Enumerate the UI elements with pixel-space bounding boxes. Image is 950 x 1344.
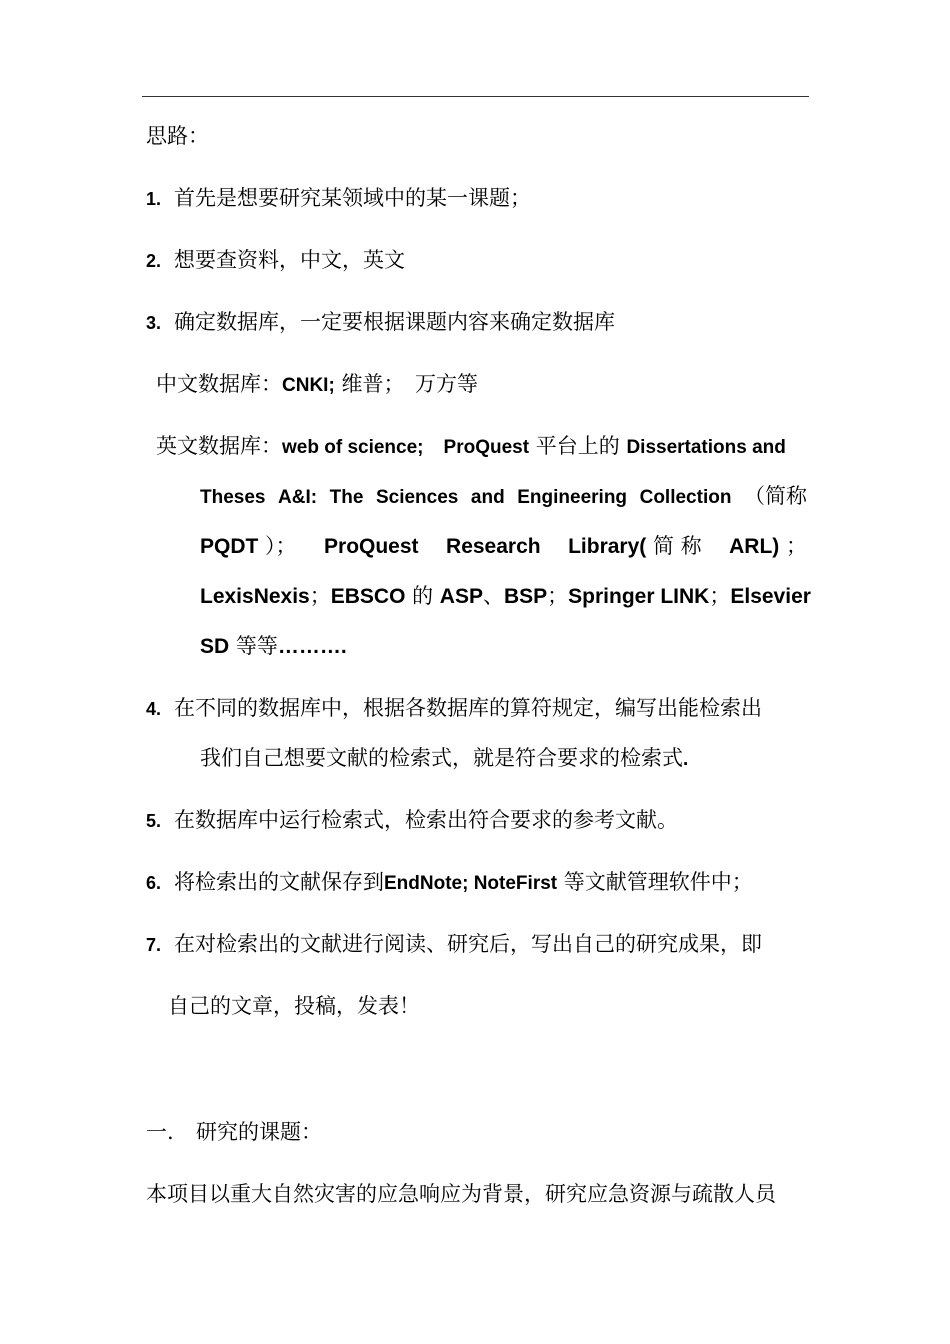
step-4-continued xyxy=(200,744,688,774)
section-number: 一. xyxy=(146,1120,174,1144)
step-text: 自己的文章，投稿，发表！ xyxy=(168,994,420,1018)
elsevier-text: Elsevier xyxy=(730,585,811,608)
period: . xyxy=(683,749,689,770)
proquest-text: ProQuest xyxy=(443,437,530,458)
proquest-text: ProQuest xyxy=(324,535,419,558)
step-number: 4. xyxy=(146,699,162,719)
word: （简称 xyxy=(743,484,807,508)
platform-text: 平台上的 xyxy=(535,434,620,458)
step-number: 7. xyxy=(146,935,162,955)
etc-text: 等等 xyxy=(229,634,278,658)
punct: ； xyxy=(547,584,569,608)
paragraph-1: 本项目以重大自然灾害的应急响应为背景，研究应急资源与疏散人员 xyxy=(146,1182,776,1206)
english-database-line-4 xyxy=(200,582,811,611)
step-number: 3. xyxy=(146,313,162,333)
section-title: 研究的课题： xyxy=(196,1120,322,1144)
step-text: 在数据库中运行检索式，检索出符合要求的参考文献。 xyxy=(174,808,678,832)
asp-text: ASP xyxy=(439,585,483,608)
english-database-line-5 xyxy=(200,632,347,661)
step-4 xyxy=(146,694,762,723)
step-number: 1. xyxy=(146,189,162,209)
word: Collection xyxy=(639,487,732,508)
step-number: 5. xyxy=(146,811,162,831)
step-text: 我们自己想要文献的检索式，就是符合要求的检索式 xyxy=(200,746,683,770)
punct: ； xyxy=(309,584,331,608)
word: The xyxy=(329,487,364,508)
step-number: 6. xyxy=(146,873,162,893)
word: Sciences xyxy=(375,487,459,508)
en-db-label: 英文数据库： xyxy=(156,434,282,458)
section-1-heading xyxy=(146,1118,322,1146)
wos-text: web of science; xyxy=(282,437,424,458)
step-text: 将检索出的文献保存到 xyxy=(174,870,384,894)
step-7 xyxy=(146,930,762,959)
step-1 xyxy=(146,184,531,213)
step-7-continued xyxy=(168,992,420,1020)
ellipsis-text: ………. xyxy=(277,635,347,658)
step-3 xyxy=(146,308,615,337)
research-text: Research xyxy=(446,535,541,558)
step-number: 2. xyxy=(146,251,162,271)
chinese-database-line xyxy=(156,370,478,400)
word: Engineering xyxy=(517,487,628,508)
idea-heading: 思路： xyxy=(146,124,209,148)
sd-text: SD xyxy=(200,635,230,658)
cn-db-label: 中文数据库： xyxy=(156,372,282,396)
springer-text: Springer LINK xyxy=(568,585,710,608)
arl-text: ARL) xyxy=(729,535,780,558)
step-text: 在对检索出的文献进行阅读、研究后，写出自己的研究成果，即 xyxy=(174,932,762,956)
abbr-text: 简 称 xyxy=(652,534,702,558)
punct: ； xyxy=(709,584,731,608)
punct: ）； xyxy=(265,534,297,558)
endnote-text: EndNote; NoteFirst xyxy=(384,873,558,894)
english-database-line-1 xyxy=(156,432,786,462)
bsp-text: BSP xyxy=(503,585,548,608)
de-text: 的 xyxy=(405,584,440,608)
step-text: 等文献管理软件中； xyxy=(563,870,753,894)
word: and xyxy=(470,487,505,508)
punct: 、 xyxy=(482,584,504,608)
ebsco-text: EBSCO xyxy=(330,585,406,608)
step-2 xyxy=(146,246,405,275)
punct: ； xyxy=(785,534,807,558)
step-5 xyxy=(146,806,678,835)
step-text: 确定数据库，一定要根据课题内容来确定数据库 xyxy=(174,310,615,334)
step-text: 在不同的数据库中，根据各数据库的算符规定，编写出能检索出 xyxy=(174,696,762,720)
cnki-text: CNKI; xyxy=(282,375,335,396)
library-text: Library( xyxy=(568,535,647,558)
pqdt-text: PQDT xyxy=(200,535,259,558)
lexisnexis-text: LexisNexis xyxy=(200,585,310,608)
word: Theses xyxy=(200,487,266,508)
english-database-line-2 xyxy=(200,482,807,512)
step-text: 首先是想要研究某领域中的某一课题； xyxy=(174,186,531,210)
dissertations-text: Dissertations and xyxy=(626,437,786,458)
step-6 xyxy=(146,868,753,898)
cn-db-rest: 维普； 万方等 xyxy=(334,372,478,396)
word: A&I: xyxy=(278,487,318,508)
english-database-line-3 xyxy=(200,532,807,561)
step-text: 想要查资料，中文，英文 xyxy=(174,248,405,272)
header-rule xyxy=(142,96,809,97)
